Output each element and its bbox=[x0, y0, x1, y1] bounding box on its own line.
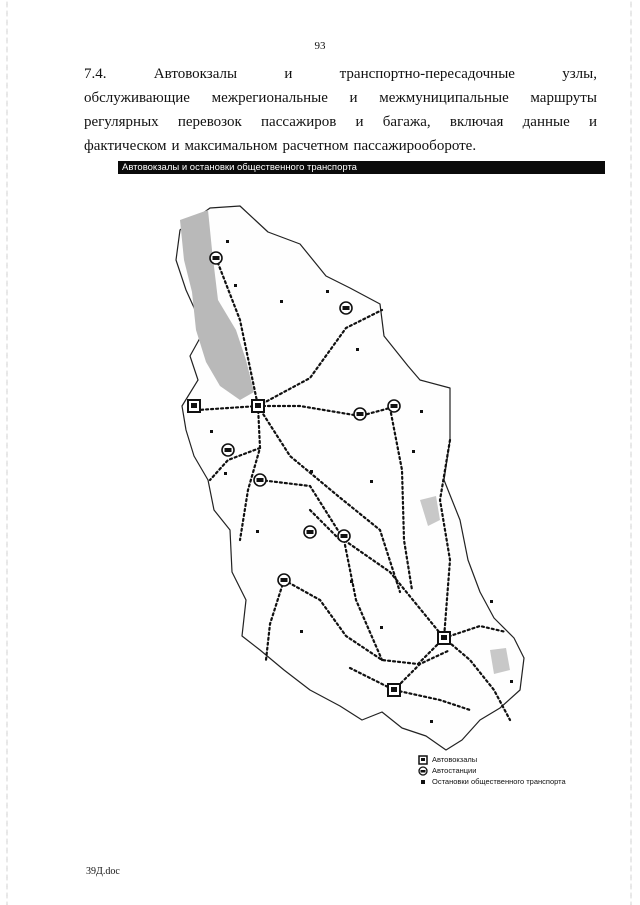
heading-word: пассажирообороте. bbox=[353, 138, 477, 154]
heading-word: включая bbox=[449, 114, 504, 130]
map-legend bbox=[418, 754, 566, 787]
heading-word: и bbox=[349, 90, 358, 106]
bus-station-icon bbox=[418, 766, 428, 776]
heading-word: регулярных bbox=[84, 114, 159, 130]
bus-terminal-marker bbox=[188, 400, 200, 412]
bus-terminal-marker bbox=[438, 632, 450, 644]
bus-station-marker bbox=[388, 400, 400, 412]
bus-station-marker bbox=[354, 408, 366, 420]
stop-icon bbox=[418, 777, 428, 787]
heading-word: максимальном bbox=[184, 138, 278, 154]
heading-word: перевозок bbox=[177, 114, 242, 130]
heading-line-4 bbox=[84, 134, 597, 158]
legend-item bbox=[418, 776, 566, 787]
heading-word: Автовокзалы bbox=[153, 66, 238, 82]
heading-word: 7.4. bbox=[84, 66, 107, 82]
heading-word: межмуниципальные bbox=[379, 90, 509, 106]
map-title-banner: Автовокзалы и остановки общественного транспорта bbox=[118, 161, 605, 174]
bus-station-marker bbox=[278, 574, 290, 586]
file-name-footer: 39Д.doc bbox=[86, 866, 120, 877]
legend-item bbox=[418, 754, 566, 765]
heading-word: межрегиональные bbox=[211, 90, 328, 106]
heading-line-3 bbox=[84, 110, 597, 134]
bus-station-marker bbox=[304, 526, 316, 538]
heading-word: расчетном bbox=[282, 138, 349, 154]
heading-word: пассажиров bbox=[261, 114, 337, 130]
legend-item bbox=[418, 765, 566, 776]
section-heading bbox=[84, 62, 597, 158]
bus-terminal-marker bbox=[388, 684, 400, 696]
right-edge-marks bbox=[630, 0, 632, 905]
region-map bbox=[150, 180, 570, 760]
legend-label: Автовокзалы bbox=[432, 755, 478, 764]
bus-station-marker bbox=[222, 444, 234, 456]
page-number: 93 bbox=[314, 40, 326, 52]
bus-station-marker bbox=[338, 530, 350, 542]
heading-word: фактическом bbox=[84, 138, 167, 154]
heading-word: транспортно-пересадочные bbox=[339, 66, 515, 82]
bus-station-marker bbox=[210, 252, 222, 264]
heading-word: данные bbox=[522, 114, 570, 130]
bus-station-marker bbox=[254, 474, 266, 486]
legend-label: Автостанции bbox=[432, 766, 477, 775]
bus-station-marker bbox=[340, 302, 352, 314]
bus-terminal-marker bbox=[252, 400, 264, 412]
left-edge-marks bbox=[6, 0, 8, 905]
heading-word: и bbox=[284, 66, 293, 82]
heading-word: багажа, bbox=[382, 114, 431, 130]
bus-terminal-icon bbox=[418, 755, 428, 765]
heading-word: узлы, bbox=[562, 66, 597, 82]
legend-label: Остановки общественного транспорта bbox=[432, 777, 566, 786]
heading-word: и bbox=[355, 114, 364, 130]
heading-word: маршруты bbox=[530, 90, 597, 106]
heading-word: и bbox=[588, 114, 597, 130]
heading-word: и bbox=[171, 138, 180, 154]
heading-line-2 bbox=[84, 86, 597, 110]
heading-line-1 bbox=[84, 62, 597, 86]
heading-word: обслуживающие bbox=[84, 90, 190, 106]
